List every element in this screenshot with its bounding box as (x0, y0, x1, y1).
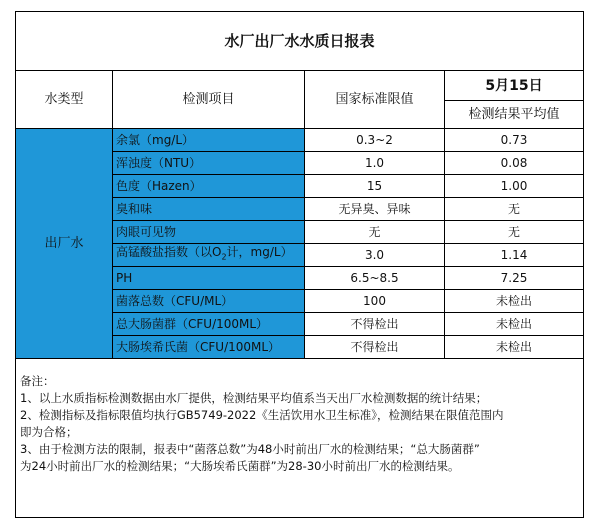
standard-cell: 6.5~8.5 (305, 267, 445, 290)
result-cell: 0.08 (445, 152, 584, 175)
header-item: 检测项目 (113, 71, 305, 129)
water-type-cell: 出厂水 (16, 129, 113, 359)
item-cell: 总大肠菌群（CFU/100ML） (113, 313, 305, 336)
result-cell: 未检出 (445, 290, 584, 313)
standard-cell: 不得检出 (305, 336, 445, 359)
standard-cell: 无异臭、异味 (305, 198, 445, 221)
standard-cell: 不得检出 (305, 313, 445, 336)
item-cell: 大肠埃希氏菌（CFU/100ML） (113, 336, 305, 359)
result-cell: 未检出 (445, 313, 584, 336)
result-cell: 无 (445, 221, 584, 244)
item-cell (113, 244, 305, 267)
item-cell: 余氯（mg/L） (113, 129, 305, 152)
standard-cell: 3.0 (305, 244, 445, 267)
item-cell: 色度（Hazen） (113, 175, 305, 198)
notes-section (16, 359, 584, 518)
header-water-type: 水类型 (16, 71, 113, 129)
standard-cell: 100 (305, 290, 445, 313)
note-line: 2、检测指标及指标限值均执行GB5749-2022《生活饮用水卫生标准》，检测结果在限值范围内 (20, 408, 504, 422)
standard-cell: 无 (305, 221, 445, 244)
standard-cell: 1.0 (305, 152, 445, 175)
report-title: 水厂出厂水水质日报表 (16, 12, 584, 71)
note-line: 1、以上水质指标检测数据由水厂提供，检测结果平均值系当天出厂水检测数据的统计结果； (20, 391, 488, 405)
note-line: 3、由于检测方法的限制，报表中“菌落总数”为48小时前出厂水的检测结果；“总大肠菌群” (20, 442, 480, 456)
item-subscript: 2 (221, 252, 227, 262)
item-text-post: 计，mg/L） (226, 245, 293, 260)
standard-cell: 0.3~2 (305, 129, 445, 152)
water-quality-report-table (15, 11, 584, 518)
note-line: 即为合格； (20, 425, 78, 439)
item-cell: PH (113, 267, 305, 290)
result-cell: 1.00 (445, 175, 584, 198)
item-cell: 浑浊度（NTU） (113, 152, 305, 175)
item-cell: 菌落总数（CFU/ML） (113, 290, 305, 313)
header-result: 检测结果平均值 (445, 101, 584, 129)
item-cell: 臭和味 (113, 198, 305, 221)
item-text-pre: 高锰酸盐指数（以O (116, 245, 222, 260)
result-cell: 7.25 (445, 267, 584, 290)
item-cell: 肉眼可见物 (113, 221, 305, 244)
result-cell: 无 (445, 198, 584, 221)
header-standard: 国家标准限值 (305, 71, 445, 129)
result-cell: 1.14 (445, 244, 584, 267)
standard-cell: 15 (305, 175, 445, 198)
result-cell: 未检出 (445, 336, 584, 359)
notes-heading: 备注： (20, 374, 55, 388)
table-row (16, 129, 584, 152)
result-cell: 0.73 (445, 129, 584, 152)
note-line: 为24小时前出厂水的检测结果；“大肠埃希氏菌群”为28-30小时前出厂水的检测结果。 (20, 459, 460, 473)
header-date: 5月15日 (445, 71, 584, 101)
